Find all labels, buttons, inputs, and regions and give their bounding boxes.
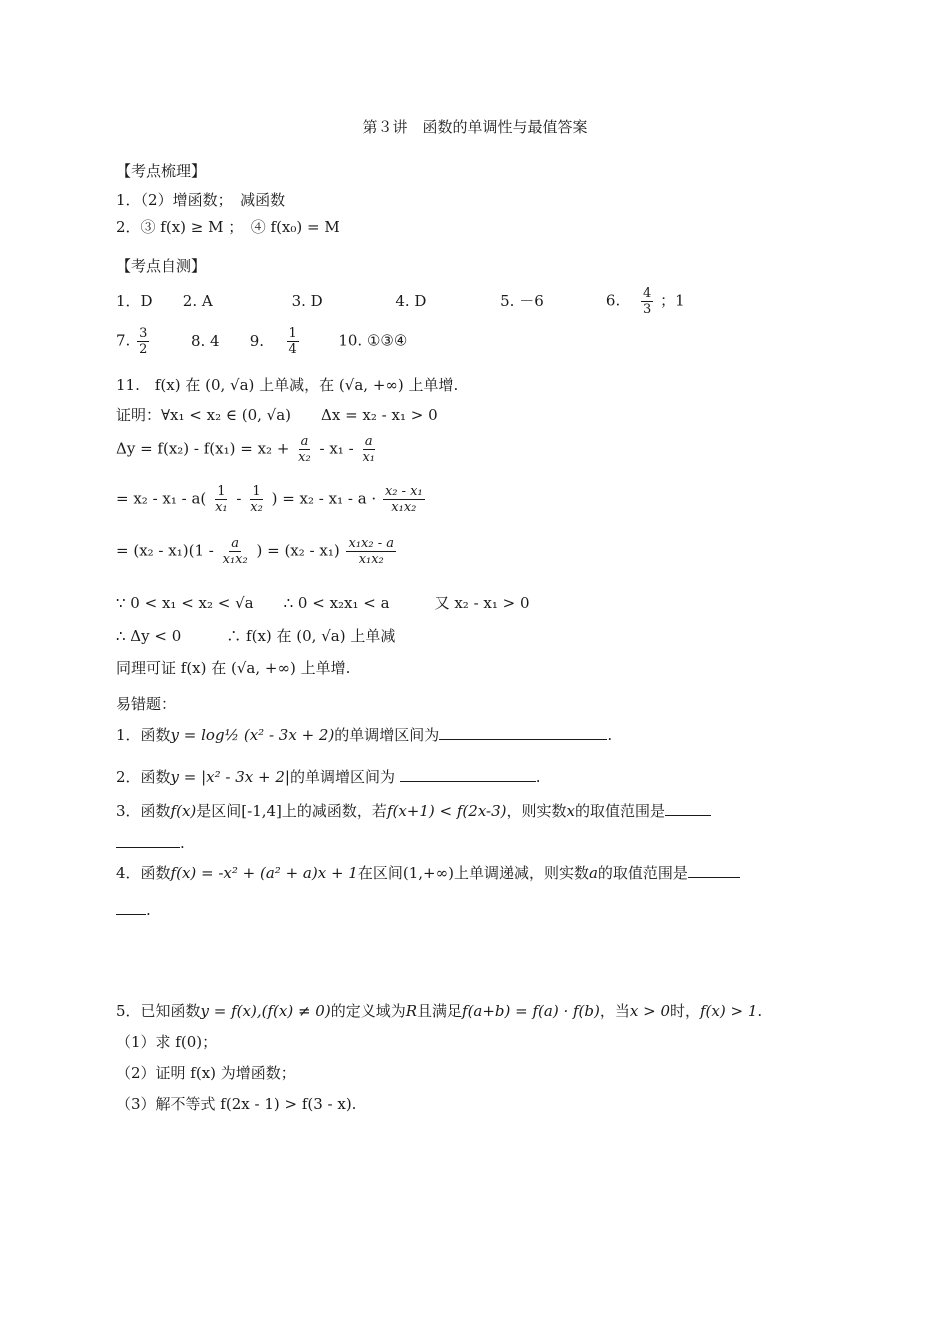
answer-blank[interactable] [116, 900, 146, 915]
answer-3: 3. D [291, 291, 323, 310]
error-q4: 4．函数f(x) = -x² + (a² + a)x + 1在区间(1,+∞)上单调递减，则实数a的取值范围是 [116, 862, 740, 884]
q11-step-1: Δy = f(x₂) - f(x₁) = x₂ + $\frac{a}{\text{x₂}}$ - x₁ - $\frac{a}{\text{x₁}}$ [116, 434, 375, 465]
answer-blank[interactable] [439, 725, 607, 740]
error-q1: 1．函数y = log½ (x² - 3x + 2)的单调增区间为 . [116, 726, 613, 744]
page-title: 第３讲 函数的单调性与最值答案 [362, 118, 588, 136]
error-q5-part-1: （1）求 f(0)； [116, 1033, 218, 1051]
answer-7-label: 7. [116, 331, 131, 350]
q11-step-4: ∵ 0 < x₁ < x₂ < √a ∴ 0 < x₂x₁ < a 又 x₂ - x₁ > 0 [116, 594, 530, 612]
errors-header: 易错题： [116, 695, 177, 713]
answer-blank[interactable] [116, 833, 180, 848]
error-q2: 2．函数y = |x² - 3x + 2|的单调增区间为 . [116, 768, 541, 786]
error-q5-part-2: （2）证明 f(x) 为增函数； [116, 1064, 296, 1082]
answer-6-label: 6. [605, 291, 621, 310]
selftest-row-2 [116, 326, 407, 357]
error-q4-cont: . [116, 899, 151, 921]
error-q5: 5．已知函数y = f(x),(f(x) ≠ 0)的定义域为R且满足f(a+b) = f(a) · f(b)，当x > 0时，f(x) > 1. [116, 1002, 763, 1020]
selftest-row-1 [116, 286, 685, 317]
q11-step-3: = (x₂ - x₁)(1 - $\frac{a}{\text{x₁x₂}}$ ) = (x₂ - x₁) $\frac{\text{x₁x₂ - a}}{\text{x₁x₂}}$ [116, 536, 394, 567]
answer-9-fraction: $\frac{1}{4}$ [288, 326, 297, 357]
answer-10: 10. ①③④ [338, 331, 408, 350]
answer-4: 4. D [395, 291, 427, 310]
answer-blank[interactable] [400, 767, 536, 782]
error-q3-cont: . [116, 832, 185, 854]
answer-line-1: 1．（2）增函数； 减函数 [116, 191, 286, 209]
answer-2: 2. A [182, 291, 213, 310]
q11-step-2: = x₂ - x₁ - a( $\frac{1}{\text{x₁}}$ - $\frac{1}{\text{x₂}}$ ) = x₂ - x₁ - a · $\frac{\text{x₂ - x₁}}{\text{x₁x₂}}$ [116, 484, 423, 515]
section-header-selftest: 【考点自测】 [116, 257, 207, 275]
q11-proof-start: 证明：∀x₁ < x₂ ∈ (0, √a) Δx = x₂ - x₁ > 0 [116, 406, 438, 424]
q11-step-6: 同理可证 f(x) 在 (√a, +∞) 上单增. [116, 659, 351, 677]
answer-1: 1．D [116, 291, 153, 310]
q11-statement: 11. f(x) 在 (0, √a) 上单减，在 (√a, +∞) 上单增. [116, 376, 459, 394]
answer-9-label: 9. [249, 331, 265, 350]
answer-8: 8. 4 [190, 331, 220, 350]
answer-line-2: 2．③ f(x) ≥ M ； ④ f(x₀) = M [116, 218, 340, 236]
section-header-review: 【考点梳理】 [116, 162, 207, 180]
answer-7-fraction: $\frac{3}{2}$ [139, 326, 148, 357]
answer-blank[interactable] [665, 801, 711, 816]
answer-5: 5. －6 [500, 291, 544, 310]
q11-step-5: ∴ Δy < 0 ∴ f(x) 在 (0, √a) 上单减 [116, 627, 396, 645]
answer-blank[interactable] [688, 863, 740, 878]
error-q3: 3．函数f(x)是区间[-1,4]上的减函数，若f(x+1) < f(2x-3)，则实数x的取值范围是 [116, 800, 711, 822]
answer-6-fraction: $\frac{4}{3}$ [643, 286, 652, 317]
answer-6-tail: ；1 [660, 291, 685, 310]
error-q5-part-3: （3）解不等式 f(2x - 1) > f(3 - x). [116, 1095, 357, 1113]
